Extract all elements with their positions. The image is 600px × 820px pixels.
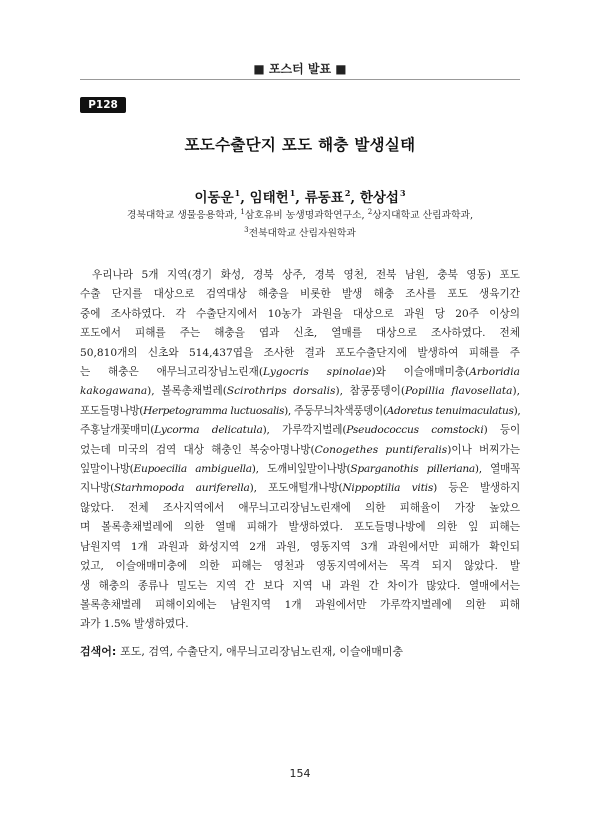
abstract-line bbox=[80, 441, 520, 460]
abstract-line bbox=[80, 557, 520, 576]
abstract-text: 지나방( bbox=[80, 482, 115, 495]
abstract-line bbox=[80, 344, 520, 363]
abstract-text: 며 볼록총채벌레에 의한 열매 피해가 발생하였다. 포도들명나방에 의한 잎 피해는 bbox=[80, 521, 520, 534]
affiliation-text: 전북대학교 산림자원학과 bbox=[248, 228, 356, 239]
abstract-text: ), 포도애털개나방( bbox=[249, 482, 343, 495]
author-affil-sup: 2 bbox=[344, 188, 351, 198]
abstract-text: 잎말이나방( bbox=[80, 463, 134, 476]
author-affil-sup: 3 bbox=[399, 188, 406, 198]
author-affil-sup: 1 bbox=[289, 188, 296, 198]
author-affil-sup: 1 bbox=[234, 188, 241, 198]
species-name: Lygocris spinolae bbox=[263, 366, 372, 379]
abstract-text: ), bbox=[512, 385, 521, 398]
abstract-text: ), bbox=[513, 404, 521, 417]
abstract-line bbox=[80, 421, 520, 440]
section-header: ■ 포스터 발표 ■ bbox=[253, 62, 347, 76]
abstract-text: ), 도깨비잎말이나방( bbox=[251, 463, 351, 476]
abstract-text: 생 해충의 종류나 밀도는 지역 간 보다 지역 내 과원 간 차이가 많았다. 열매에서는 bbox=[80, 579, 520, 592]
abstract-text: 우리나라 5개 지역(경기 화성, 경북 상주, 경북 영천, 전북 남원, 충북 영동) 포도 bbox=[92, 269, 520, 281]
species-name: Starhmopoda auriferella bbox=[114, 482, 250, 495]
abstract-text: 수출 단지를 대상으로 검역대상 해충을 비롯한 발생 해충 조사를 포도 생육기간 bbox=[80, 288, 520, 301]
keywords bbox=[80, 643, 520, 659]
page-title: 포도수출단지 포도 해충 발생실태 bbox=[184, 136, 416, 154]
abstract-text: 었는데 미국의 검역 대상 해충인 복숭아명나방( bbox=[80, 443, 315, 456]
affiliation-text: 삼호유비 농생명과학연구소, bbox=[244, 210, 368, 221]
abstract-text: ) 등은 발생하지 bbox=[433, 482, 521, 495]
species-name: Adoretus tenuimaculatus bbox=[386, 404, 514, 417]
abstract-text: 포도에서 피해를 주는 해충을 엽과 신초, 열매를 대상으로 조사하였다. 전체 bbox=[80, 327, 520, 340]
abstract-line bbox=[80, 499, 520, 518]
abstract-line bbox=[80, 479, 520, 498]
abstract-text: 었고, 이슬애매미충에 의한 피해는 영천과 영동지역에서는 목격 되지 않았다. 발 bbox=[80, 560, 520, 573]
species-name: Popillia flavosellata bbox=[404, 385, 513, 398]
species-name: Eupoecilia ambiguella bbox=[133, 463, 252, 476]
abstract-line bbox=[80, 615, 520, 634]
author-name: 임태헌 bbox=[249, 190, 289, 206]
abstract-text: )와 이슬애매미충( bbox=[371, 366, 470, 379]
author-name: 류동표 bbox=[304, 190, 344, 206]
species-name: Sparganothis pilleriana bbox=[350, 463, 475, 476]
affiliation-line-2 bbox=[0, 223, 600, 241]
abstract-text: ), 볼록총채벌레( bbox=[147, 385, 227, 398]
abstract-text: ) 등이 bbox=[483, 424, 520, 437]
abstract-line bbox=[80, 363, 520, 382]
author-list: 이동운$^1$, 임태헌$^1$, 류동표$^2$, 한상섭$^3$ bbox=[194, 188, 406, 206]
abstract-line bbox=[80, 460, 520, 479]
abstract-text: 포도들명나방( bbox=[80, 404, 144, 417]
affiliation-sup: 3 bbox=[244, 226, 249, 234]
abstract-text: 남원지역 1개 과원과 화성지역 2개 과원, 영동지역 3개 과원에서만 피해가 확인되 bbox=[80, 540, 520, 553]
keywords-label: 검색어: bbox=[80, 645, 121, 658]
poster-id-badge: P128 bbox=[80, 97, 126, 113]
affiliation-sup: 2 bbox=[367, 208, 373, 216]
keywords-text: 포도, 검역, 수출단지, 애무늬고리장님노린재, 이슬애매미충 bbox=[120, 645, 404, 658]
abstract-line bbox=[80, 596, 520, 615]
abstract-text: ), 가루깍지벌레( bbox=[262, 424, 347, 437]
author-name: 이동운 bbox=[194, 190, 234, 206]
author-name: 한상섭 bbox=[359, 190, 399, 206]
abstract-text: ), 참콩풍뎅이( bbox=[335, 385, 405, 398]
abstract-body bbox=[80, 266, 520, 635]
affiliation-text: 상지대학교 산림과학과, bbox=[372, 210, 474, 221]
abstract-line bbox=[80, 266, 520, 285]
affiliation-line-1 bbox=[0, 205, 600, 223]
abstract-line bbox=[80, 324, 520, 343]
abstract-text: 볼록총채벌레 피해이외에는 남원지역 1개 과원에서만 가루깍지벌레에 의한 피해 bbox=[80, 598, 520, 611]
species-name: Conogethes puntiferalis bbox=[314, 443, 448, 456]
abstract-line bbox=[80, 538, 520, 557]
abstract-text: 는 해충은 애무늬고리장님노린재( bbox=[80, 366, 264, 379]
species-name: Lycorma delicatula bbox=[154, 424, 263, 437]
species-name: Arboridia bbox=[469, 366, 520, 379]
abstract-text: ), 열매꼭 bbox=[474, 463, 520, 476]
abstract-text: ), 주둥무늬차색풍뎅이( bbox=[284, 404, 387, 417]
abstract-line bbox=[80, 577, 520, 596]
abstract-line bbox=[80, 518, 520, 537]
species-name: Pseudococcus comstocki bbox=[346, 424, 484, 437]
affiliation-text: 경북대학교 생물응용학과, bbox=[126, 210, 241, 221]
species-name: Herpetogramma luctuosalis bbox=[143, 404, 285, 417]
affiliations bbox=[0, 205, 600, 241]
species-name: Nippoptilia vitis bbox=[342, 482, 434, 495]
abstract-line bbox=[80, 382, 520, 401]
abstract-line bbox=[80, 305, 520, 324]
abstract-line bbox=[80, 402, 520, 421]
abstract-text: 50,810개의 신초와 514,437엽을 조사한 결과 포도수출단지에 발생하여 피해를 주 bbox=[80, 346, 520, 359]
header-divider bbox=[80, 79, 520, 80]
abstract-text: 과가 1.5% 발생하였다. bbox=[80, 618, 189, 631]
page-number: 154 bbox=[289, 767, 311, 780]
species-name: kakogawana bbox=[80, 385, 148, 398]
species-name: Scirothrips dorsalis bbox=[226, 385, 336, 398]
abstract-text: 중에 조사하였다. 각 수출단지에서 10농가 과원을 대상으로 과원 당 20주 이상의 bbox=[80, 307, 520, 320]
abstract-text: 않았다. 전체 조사지역에서 애무늬고리장님노린재에 의한 피해율이 가장 높았으 bbox=[80, 501, 520, 514]
affiliation-sup: 1 bbox=[240, 208, 245, 216]
abstract-line bbox=[80, 285, 520, 304]
abstract-text: 주홍날개꽃매미( bbox=[80, 424, 155, 437]
abstract-text: )이나 버찌가는 bbox=[447, 443, 520, 456]
